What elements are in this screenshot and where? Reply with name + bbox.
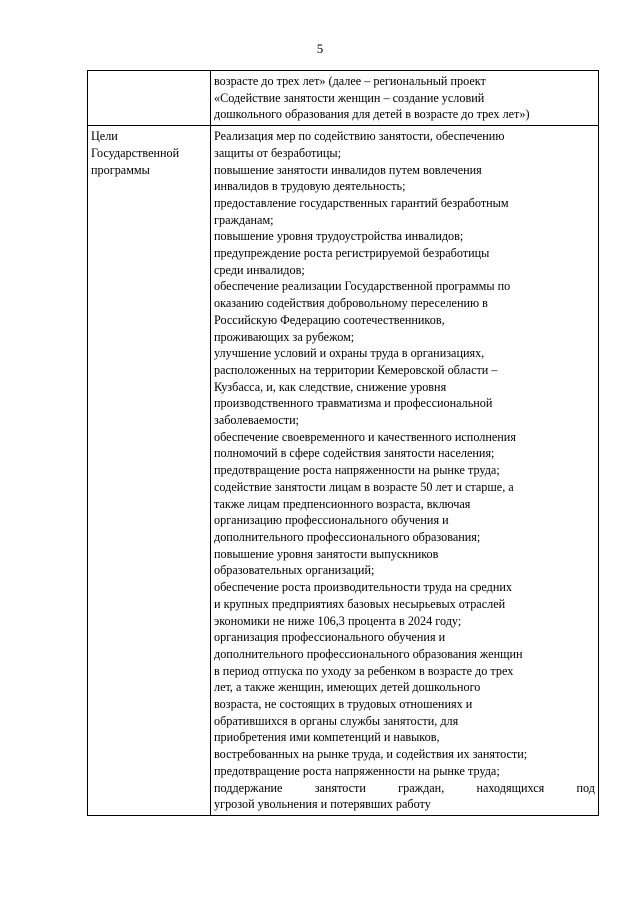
- content-line: содействие занятости лицам в возрасте 50 лет и старше, а: [214, 479, 514, 494]
- content-line: угрозой увольнения и потерявших работу: [214, 797, 431, 812]
- content-line: Реализация мер по содействию занятости, обеспечению: [214, 129, 505, 144]
- content-line: и крупных предприятиях базовых несырьевых отраслей: [214, 596, 506, 611]
- content-line: «Содействие занятости женщин – создание условий: [214, 90, 485, 105]
- label-line: Государственной: [91, 145, 180, 160]
- content-line: организация профессионального обучения и: [214, 630, 446, 645]
- content-line: гражданам;: [214, 212, 274, 227]
- label-line: Цели: [91, 129, 118, 144]
- content-line: организацию профессионального обучения и: [214, 513, 449, 528]
- content-line: Кузбасса, и, как следствие, снижение уровня: [214, 379, 447, 394]
- content-line: оказанию содействия добровольному переселению в: [214, 296, 488, 311]
- content-line: Российскую Федерацию соотечественников,: [214, 312, 445, 327]
- content-line: поддержание занятости граждан, находящихся под: [214, 780, 595, 795]
- content-line: возраста, не состоящих в трудовых отношениях и: [214, 697, 473, 712]
- table-label-cell: [88, 126, 211, 816]
- table-row: [88, 126, 599, 816]
- table-content-cell: [211, 71, 599, 126]
- table-content-cell: [211, 126, 599, 816]
- content-line: заболеваемости;: [214, 413, 300, 428]
- content-line: также лицам предпенсионного возраста, включая: [214, 496, 471, 511]
- content-line: обеспечение роста производительности труда на средних: [214, 580, 512, 595]
- content-line: обратившихся в органы службы занятости, для: [214, 713, 459, 728]
- content-line: повышение занятости инвалидов путем вовлечения: [214, 162, 482, 177]
- content-line: приобретения ими компетенций и навыков,: [214, 730, 440, 745]
- program-passport-table: [87, 70, 599, 816]
- content-line: обеспечение своевременного и качественного исполнения: [214, 429, 516, 444]
- content-line: полномочий в сфере содействия занятости населения;: [214, 446, 495, 461]
- content-line: предотвращение роста напряженности на рынке труда;: [214, 763, 500, 778]
- label-line: программы: [91, 162, 150, 177]
- content-line: лет, а также женщин, имеющих детей дошкольного: [214, 680, 481, 695]
- content-line: экономики не ниже 106,3 процента в 2024 году;: [214, 613, 462, 628]
- content-line: инвалидов в трудовую деятельность;: [214, 179, 406, 194]
- content-line: обеспечение реализации Государственной программы по: [214, 279, 511, 294]
- content-line: проживающих за рубежом;: [214, 329, 355, 344]
- content-line: среди инвалидов;: [214, 262, 305, 277]
- content-line: защиты от безработицы;: [214, 145, 341, 160]
- content-line: востребованных на рынке труда, и содействия их занятости;: [214, 747, 528, 762]
- content-line: предотвращение роста напряженности на рынке труда;: [214, 463, 500, 478]
- content-line: дошкольного образования для детей в возрасте до трех лет»): [214, 107, 530, 122]
- content-line: предупреждение роста регистрируемой безработицы: [214, 246, 490, 261]
- content-line: дополнительного профессионального образования женщин: [214, 646, 523, 661]
- content-line: производственного травматизма и профессиональной: [214, 396, 493, 411]
- page-number: 5: [316, 41, 324, 56]
- content-line: расположенных на территории Кемеровской области –: [214, 362, 498, 377]
- content-line: образовательных организаций;: [214, 563, 375, 578]
- content-line: улучшение условий и охраны труда в организациях,: [214, 346, 485, 361]
- content-line: повышение уровня занятости выпускников: [214, 546, 439, 561]
- content-line: предоставление государственных гарантий безработным: [214, 195, 509, 210]
- content-line: повышение уровня трудоустройства инвалидов;: [214, 229, 464, 244]
- content-line: дополнительного профессионального образования;: [214, 529, 481, 544]
- content-line: в период отпуска по уходу за ребенком в возрасте до трех: [214, 663, 514, 678]
- table-label-cell: [88, 71, 211, 126]
- content-line: возрасте до трех лет» (далее – региональный проект: [214, 74, 486, 88]
- table-row: [88, 71, 599, 126]
